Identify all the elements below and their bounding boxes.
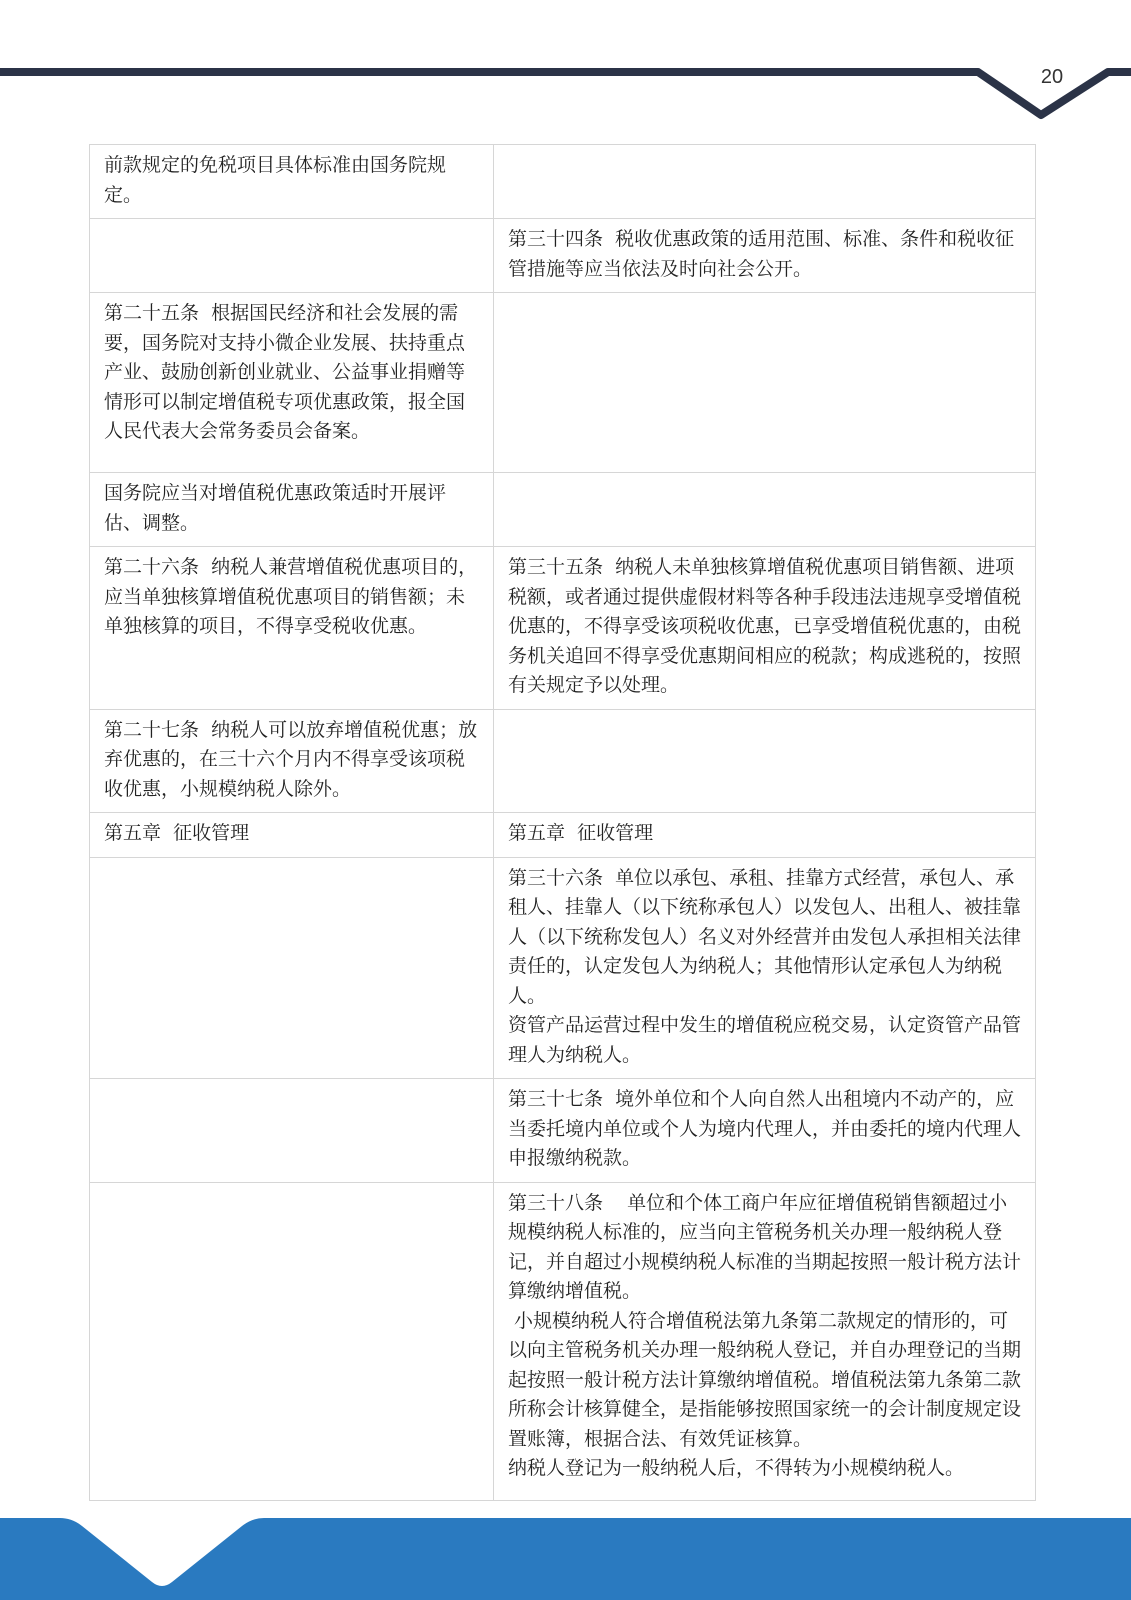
table-row (90, 293, 1036, 473)
new-provision-cell (494, 547, 1036, 710)
provision-text: 前款规定的免税项目具体标准由国务院规定。 (104, 154, 447, 206)
header-rule (0, 72, 1131, 115)
new-provision-cell (494, 857, 1036, 1079)
table-row (90, 145, 1036, 219)
provision-text: 第三十五条 纳税人未单独核算增值税优惠项目销售额、进项税额，或者通过提供虚假材料等各种手段违法违规享受增值税优惠的，不得享受该项税收优惠，已享受增值税优惠的，由税务机关追回不得享受优惠期间相应的税款；构成逃税的，按照有关规定予以处理。 (508, 556, 1022, 696)
table-row (90, 547, 1036, 710)
provision-text: 第三十六条 单位以承包、承租、挂靠方式经营，承包人、承租人、挂靠人（以下统称承包人）以发包人、出租人、被挂靠人（以下统称发包人）名义对外经营并由发包人承担相关法律责任的，认定发包人为纳税人；其他情形认定承包人为纳税人。 (508, 866, 1022, 1007)
old-provision-cell (90, 1182, 494, 1500)
provision-text: 第三十七条 境外单位和个人向自然人出租境内不动产的，应当委托境内单位或个人为境内代理人，并由委托的境内代理人申报缴纳税款。 (508, 1088, 1022, 1169)
table-row (90, 709, 1036, 813)
provision-text: 第五章 征收管理 (104, 822, 250, 844)
table-row (90, 1182, 1036, 1500)
old-provision-cell (90, 813, 494, 858)
old-provision-cell (90, 547, 494, 710)
provision-text: 国务院应当对增值税优惠政策适时开展评估、调整。 (104, 482, 447, 534)
table-row (90, 473, 1036, 547)
old-provision-cell (90, 1079, 494, 1183)
old-provision-cell (90, 857, 494, 1079)
old-provision-cell (90, 709, 494, 813)
table-row (90, 813, 1036, 858)
new-provision-cell (494, 473, 1036, 547)
provision-text: 纳税人登记为一般纳税人后，不得转为小规模纳税人。 (508, 1457, 965, 1479)
table-row (90, 219, 1036, 293)
provision-text: 第二十六条 纳税人兼营增值税优惠项目的，应当单独核算增值税优惠项目的销售额；未单独核算的项目，不得享受税收优惠。 (104, 556, 478, 637)
provision-text: 第五章 征收管理 (508, 822, 654, 844)
new-provision-cell (494, 293, 1036, 473)
page-number: 20 (1040, 66, 1064, 88)
old-provision-cell (90, 219, 494, 293)
old-provision-cell (90, 293, 494, 473)
footer-shape (0, 1518, 1131, 1600)
old-provision-cell (90, 473, 494, 547)
provision-text: 资管产品运营过程中发生的增值税应税交易，认定资管产品管理人为纳税人。 (508, 1014, 1022, 1066)
comparison-table (89, 144, 1036, 1501)
new-provision-cell (494, 219, 1036, 293)
provision-text: 第三十八条 单位和个体工商户年应征增值税销售额超过小规模纳税人标准的，应当向主管税务机关办理一般纳税人登记，并自超过小规模纳税人标准的当期起按照一般计税方法计算缴纳增值税。 (508, 1191, 1022, 1302)
new-provision-cell (494, 1079, 1036, 1183)
header-band (0, 0, 1131, 130)
footer-band (0, 1510, 1131, 1600)
provision-text: 小规模纳税人符合增值税法第九条第二款规定的情形的，可以向主管税务机关办理一般纳税人登记，并自办理登记的当期起按照一般计税方法计算缴纳增值税。增值税法第九条第二款所称会计核算健全，是指能够按照国家统一的会计制度规定设置账簿，根据合法、有效凭证核算。 (508, 1309, 1022, 1450)
new-provision-cell (494, 813, 1036, 858)
provision-text: 第三十四条 税收优惠政策的适用范围、标准、条件和税收征管措施等应当依法及时向社会公开。 (508, 228, 1015, 280)
new-provision-cell (494, 1182, 1036, 1500)
new-provision-cell (494, 709, 1036, 813)
provision-text: 第二十七条 纳税人可以放弃增值税优惠；放弃优惠的，在三十六个月内不得享受该项税收优惠，小规模纳税人除外。 (104, 718, 478, 800)
old-provision-cell (90, 145, 494, 219)
provision-text: 第二十五条 根据国民经济和社会发展的需要，国务院对支持小微企业发展、扶持重点产业、鼓励创新创业就业、公益事业捐赠等情形可以制定增值税专项优惠政策，报全国人民代表大会常务委员会备案。 (104, 302, 466, 442)
table-row (90, 1079, 1036, 1183)
new-provision-cell (494, 145, 1036, 219)
table-row (90, 857, 1036, 1079)
